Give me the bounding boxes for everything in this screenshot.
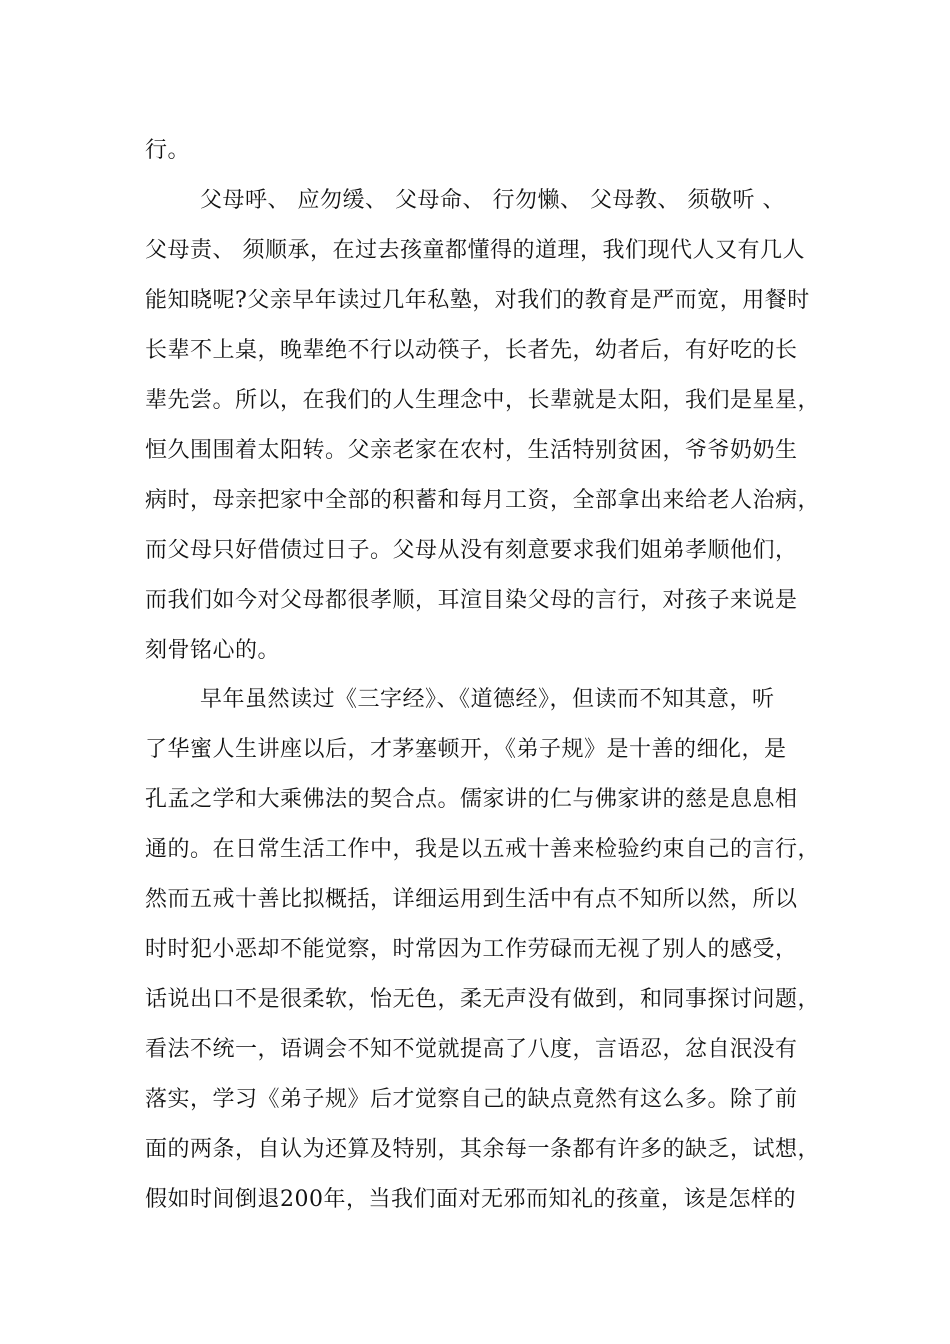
text-line: 父母责、 须顺承，在过去孩童都懂得的道理，我们现代人又有几人 <box>145 238 805 263</box>
text-line: 能知晓呢?父亲早年读过几年私塾，对我们的教育是严而宽，用餐时 <box>145 288 810 313</box>
text-line: 而我们如今对父母都很孝顺，耳渲目染父母的言行，对孩子来说是 <box>145 588 798 613</box>
text-line: 假如时间倒退200年，当我们面对无邪而知礼的孩童，该是怎样的 <box>145 1187 796 1212</box>
text-line: 落实，学习《弟子规》后才觉察自己的缺点竟然有这么多。除了前 <box>145 1087 798 1112</box>
text-line: 然而五戒十善比拟概括，详细运用到生活中有点不知所以然，所以 <box>145 887 798 912</box>
text-line: 行。 <box>145 138 191 163</box>
text-line: 病时，母亲把家中全部的积蓄和每月工资，全部拿出来给老人治病， <box>145 488 821 513</box>
text-line: 话说出口不是很柔软，怡无色，柔无声没有做到，和同事探讨问题， <box>145 987 821 1012</box>
text-line: 长辈不上桌，晚辈绝不行以动筷子，长者先，幼者后，有好吃的长 <box>145 338 798 363</box>
text-line: 看法不统一，语调会不知不觉就提高了八度，言语忍，忿自泯没有 <box>145 1037 798 1062</box>
text-line: 父母呼、 应勿缓、 父母命、 行勿懒、 父母教、 须敬听 、 <box>200 188 785 213</box>
text-line: 而父母只好借债过日子。父母从没有刻意要求我们姐弟孝顺他们， <box>145 538 798 563</box>
text-line: 孔孟之学和大乘佛法的契合点。儒家讲的仁与佛家讲的慈是息息相 <box>145 787 798 812</box>
text-line: 了华蜜人生讲座以后，才茅塞顿开，《弟子规》是十善的细化，是 <box>145 737 787 762</box>
text-line: 早年虽然读过《三字经》、《道德经》，但读而不知其意，听 <box>200 687 775 712</box>
text-line: 时时犯小恶却不能觉察，时常因为工作劳碌而无视了别人的感受， <box>145 937 798 962</box>
text-line: 通的。在日常生活工作中，我是以五戒十善来检验约束自己的言行， <box>145 837 821 862</box>
text-line: 辈先尝。所以，在我们的人生理念中，长辈就是太阳，我们是星星， <box>145 388 821 413</box>
text-line: 恒久围围着太阳转。父亲老家在农村，生活特别贫困，爷爷奶奶生 <box>145 438 798 463</box>
text-line: 刻骨铭心的。 <box>145 638 281 663</box>
text-line: 面的两条，自认为还算及特别，其余每一条都有许多的缺乏，试想， <box>145 1137 821 1162</box>
